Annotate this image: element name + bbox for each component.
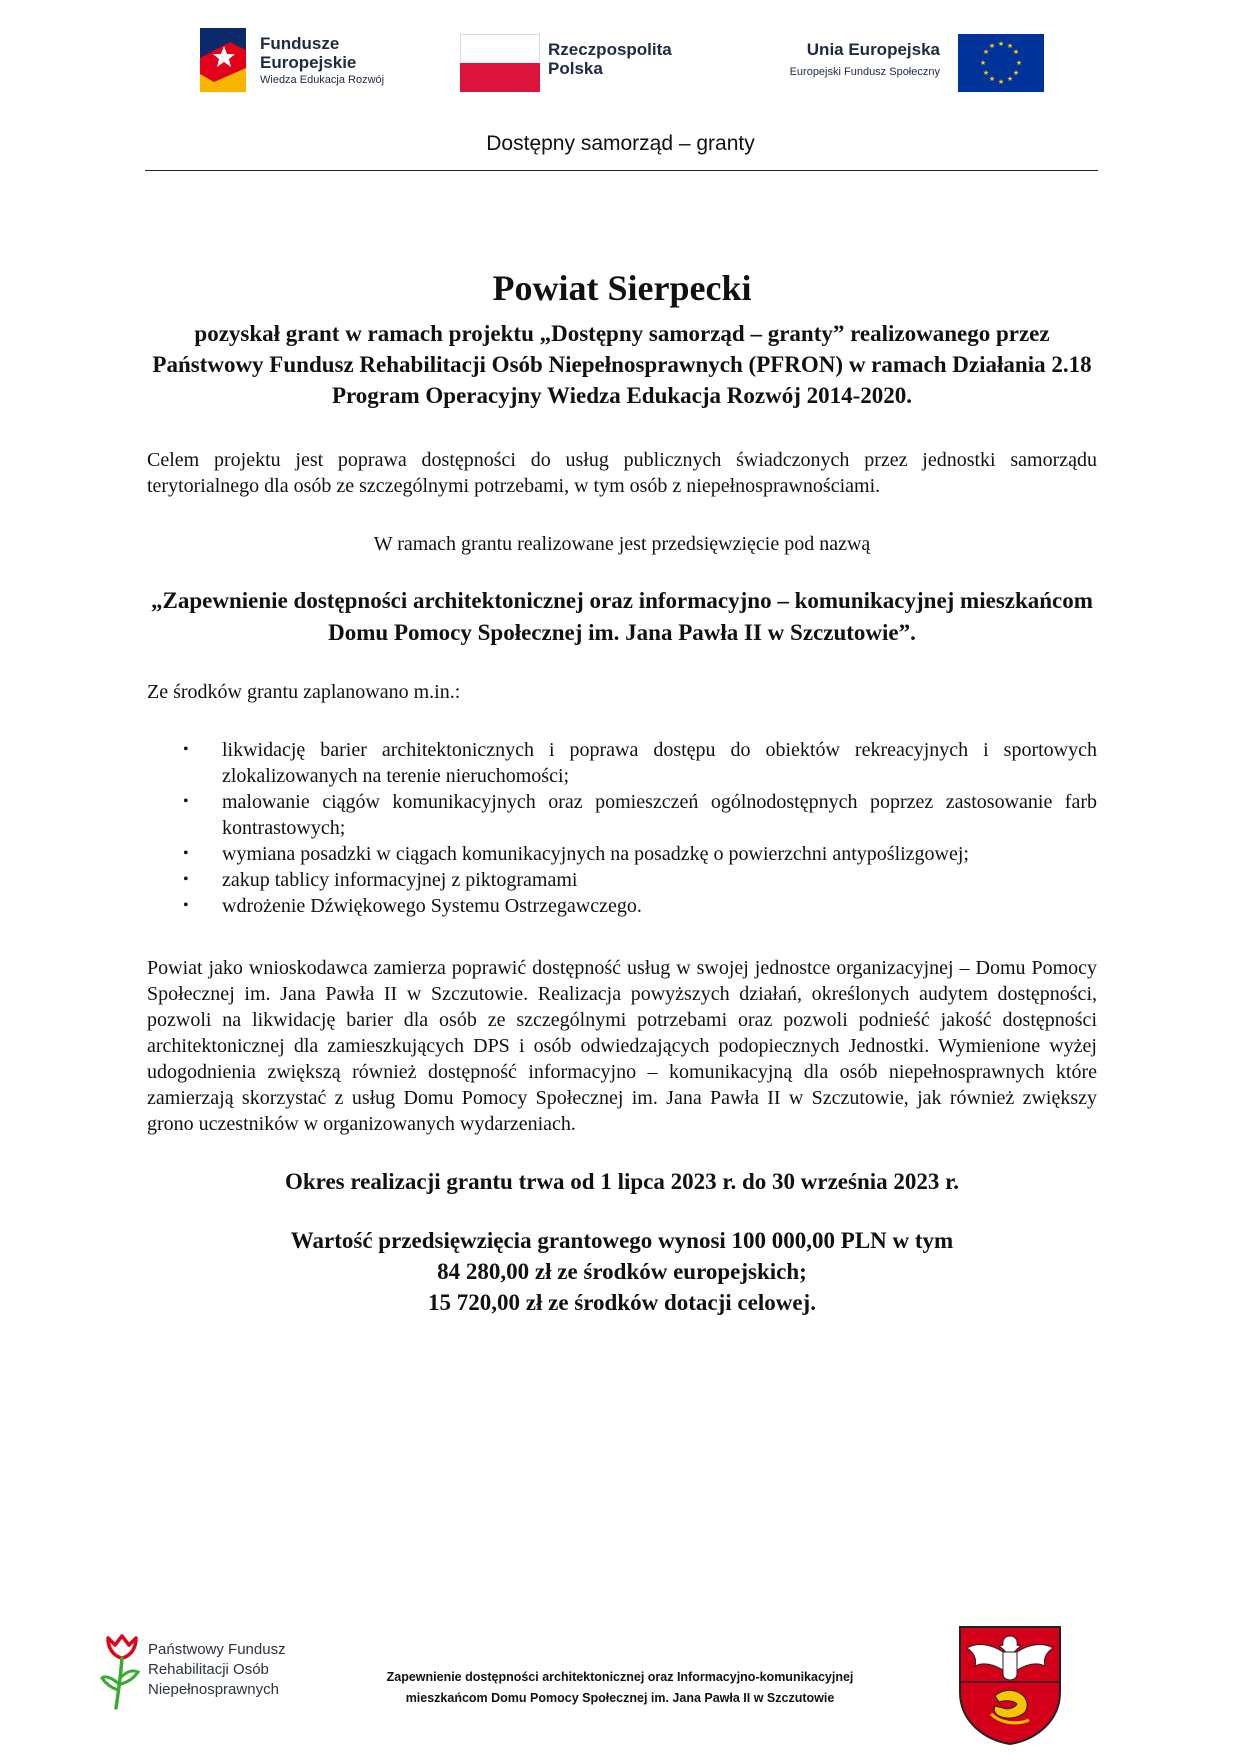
svg-text:★: ★ (997, 40, 1005, 48)
svg-text:★: ★ (982, 48, 990, 56)
pfron-name-line: Niepełnosprawnych (148, 1681, 279, 1698)
ue-subtitle: Europejski Fundusz Społeczny (789, 66, 940, 78)
svg-text:★: ★ (982, 69, 990, 77)
footer (0, 1612, 1241, 1752)
pfron-logo (100, 1632, 300, 1722)
header-divider (145, 170, 1098, 171)
list-item (183, 841, 1097, 867)
svg-text:★: ★ (1006, 42, 1014, 50)
list-item-text: wymiana posadzki w ciągach komunikacyjnych na posadzkę o powierzchni antypoślizgowej; (222, 843, 969, 865)
powiat-crest-icon (955, 1622, 1065, 1747)
list-item-text: malowanie ciągów komunikacyjnych oraz pomieszczeń ogólnodostępnych poprzez zastosowanie farb kontrastowych; (222, 791, 1097, 839)
grant-value-total: Wartość przedsięwzięcia grantowego wynosi 100 000,00 PLN w tym (290, 1228, 954, 1253)
fe-subtitle: Wiedza Edukacja Rozwój (260, 74, 385, 86)
list-item-text: wdrożenie Dźwiękowego Systemu Ostrzegawczego. (222, 895, 642, 917)
page-title: Powiat Sierpecki (492, 268, 752, 308)
rzeczpospolita-polska-logo (460, 28, 700, 98)
pfron-name-line: Państwowy Fundusz (148, 1641, 286, 1658)
tulip-icon (100, 1632, 144, 1712)
bullet-icon: • (183, 845, 189, 862)
polish-flag-icon (460, 34, 540, 92)
ue-name: Unia Europejska (806, 40, 940, 59)
header-title: Dostępny samorząd – granty (486, 132, 755, 155)
fe-name: Fundusze Europejskie (260, 34, 357, 72)
svg-text:★: ★ (1012, 69, 1020, 77)
project-goal: Celem projektu jest poprawa dostępności do usług publicznych świadczonych przez jednostki samorządu terytorialnego dla osób ze szczególnymi potrzebami, w tym osób z niepełnosprawnościami. (147, 449, 1097, 497)
svg-text:★: ★ (979, 59, 987, 67)
plan-list (147, 737, 1097, 919)
list-item (183, 893, 1097, 919)
svg-text:★: ★ (988, 42, 996, 50)
bullet-icon: • (183, 871, 189, 888)
bullet-icon: • (183, 897, 189, 914)
list-item (183, 737, 1097, 789)
list-item-text: likwidację barier architektonicznych i poprawa dostępu do obiektów rekreacyjnych i sportowych zlokalizowanych na terenie nieruchomości; (222, 739, 1097, 787)
footer-caption-line: Zapewnienie dostępności architektonicznej oraz Informacyjno-komunikacyjnej (386, 1670, 854, 1684)
footer-caption-line: mieszkańcom Domu Pomocy Społecznej im. Jana Pawła II w Szczutowie (405, 1691, 835, 1705)
grant-value-eu: 84 280,00 zł ze środków europejskich; (437, 1259, 807, 1284)
grant-period: Okres realizacji grantu trwa od 1 lipca 2023 r. do 30 września 2023 r. (285, 1169, 959, 1194)
svg-text:★: ★ (988, 75, 996, 83)
bullet-icon: • (183, 741, 189, 758)
grant-value (147, 1225, 1097, 1318)
pfron-name (148, 1640, 286, 1700)
footer-caption (340, 1667, 900, 1709)
svg-text:★: ★ (997, 78, 1005, 86)
pfron-name-line: Rehabilitacji Osób (148, 1661, 269, 1678)
project-description: Powiat jako wnioskodawca zamierza poprawić dostępność usług w swojej jednostce organizacyjnej – Domu Pomocy Społecznej im. Jana Pawła II w Szczutowie. Realizacja powyższych działań, określonych audytem dostępności, pozwoli na likwidację barier dla osób ze szczególnymi potrzebami oraz pozwoli podnieść jakość dostępności architektonicznej dla zamieszkujących DPS i osób odwiedzających podopiecznych Jednostki. Wymienione wyżej udogodnienia zwiększą również dostępność informacyjno – komunikacyjną dla osób niepełnosprawnych które zamierzają skorzystać z usług Domu Pomocy Społecznej im. Jana Pawła II w Szczutowie, jak również zwiększy grono uczestników w organizowanych wydarzeniach. (147, 957, 1097, 1135)
svg-text:★: ★ (1012, 48, 1020, 56)
fundusze-europejskie-logo (200, 28, 430, 98)
grant-value-subsidy: 15 720,00 zł ze środków dotacji celowej. (428, 1290, 816, 1315)
svg-text:★: ★ (1015, 59, 1023, 67)
fe-flag-icon (200, 28, 250, 92)
eu-flag-icon (958, 34, 1044, 92)
unia-europejska-logo (740, 28, 1050, 98)
list-item-text: zakup tablicy informacyjnej z piktogramami (222, 869, 578, 891)
project-intro: W ramach grantu realizowane jest przedsięwzięcie pod nazwą (373, 533, 871, 555)
svg-text:★: ★ (1006, 75, 1014, 83)
rp-name: Rzeczpospolita Polska (548, 40, 672, 78)
bullet-icon: • (183, 793, 189, 810)
main-content (147, 268, 1097, 1318)
logo-bar (0, 18, 1241, 98)
project-name: „Zapewnienie dostępności architektonicznej oraz informacyjno – komunikacyjnej mieszkańcom Domu Pomocy Społecznej im. Jana Pawła II w Szczutowie”. (151, 588, 1093, 645)
plan-intro: Ze środków grantu zaplanowano m.in.: (147, 681, 461, 703)
list-item (183, 789, 1097, 841)
page-subtitle: pozyskał grant w ramach projektu „Dostępny samorząd – granty” realizowanego przez Państwowy Fundusz Rehabilitacji Osób Niepełnosprawnych (PFRON) w ramach Działania 2.18 Program Operacyjny Wiedza Edukacja Rozwój 2014-2020. (152, 321, 1092, 408)
list-item (183, 867, 1097, 893)
